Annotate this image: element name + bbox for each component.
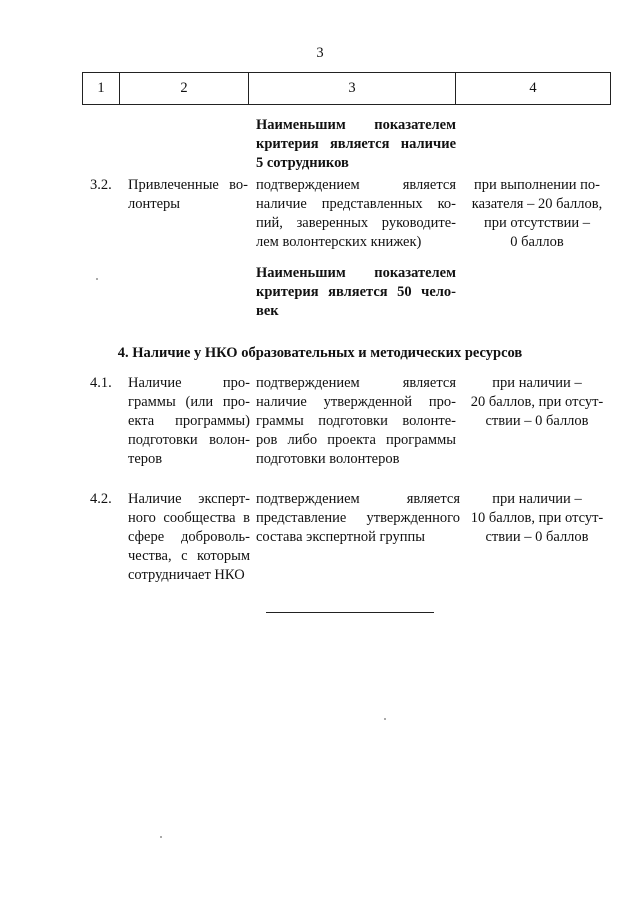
score-line: при наличии – [492,491,582,507]
name-line: чества, с которым [128,548,250,564]
score-line: 20 баллов, при отсут- [470,394,604,410]
row-3-2-min-note [256,264,456,321]
table-header-row [82,72,611,105]
min-note-line: 5 сотрудников [256,155,349,171]
confirm-line: пий, заверенных руководите- [256,215,456,231]
score-line: при наличии – [492,375,582,391]
row-3-2-score [462,176,612,252]
name-line: екта программы) [128,413,250,429]
confirm-line: граммы подготовки волонте- [256,413,456,429]
confirm-line: состава экспертной группы [256,529,425,545]
confirm-line: подтверждением является [256,491,460,507]
name-line: Наличие про- [128,375,250,391]
name-line: Привлеченные во- [128,177,248,193]
name-line: сотрудничает НКО [128,567,245,583]
scan-speck [96,278,98,280]
header-col-2: 2 [120,73,249,105]
row-3-2-name [128,176,248,214]
score-line: при выполнении по- [474,177,600,193]
confirm-line: подтверждением является [256,375,456,391]
row-3-1-min-note [256,116,456,173]
score-line: 0 баллов [510,234,564,250]
scan-speck [160,836,162,838]
name-line: сфере доброволь- [128,529,250,545]
closing-divider [266,612,434,613]
row-4-2-name [128,490,250,585]
name-line: ного сообщества в [128,510,250,526]
confirm-line: представление утвержденного [256,510,460,526]
min-note-line: критерия является наличие [256,136,456,152]
confirm-line: подтверждением является [256,177,456,193]
row-4-1-confirmation [256,374,456,469]
header-col-3: 3 [249,73,456,105]
confirm-line: лем волонтерских книжек) [256,234,422,250]
section-4-title: 4. Наличие у НКО образовательных и методических ресурсов [117,345,523,361]
confirm-line: наличие представленных ко- [256,196,456,212]
row-4-1-score [462,374,612,431]
score-line: ствии – 0 баллов [485,529,589,545]
min-note-line: критерия является 50 чело- [256,284,456,300]
confirm-line: наличие утвержденной про- [256,394,456,410]
score-line: казателя – 20 баллов, [471,196,603,212]
name-line: подготовки волон- [128,432,250,448]
name-line: Наличие эксперт- [128,491,250,507]
min-note-line: Наименьшим показателем [256,265,456,281]
score-line: 10 баллов, при отсут- [470,510,604,526]
confirm-line: подготовки волонтеров [256,451,400,467]
min-note-line: век [256,303,279,319]
row-4-2-confirmation [256,490,460,547]
name-line: граммы (или про- [128,394,250,410]
header-col-4: 4 [456,73,611,105]
scan-speck [384,718,386,720]
score-line: ствии – 0 баллов [485,413,589,429]
row-3-2-number: 3.2. [90,177,112,193]
row-4-2-number: 4.2. [90,491,112,507]
row-4-2-score [462,490,612,547]
confirm-line: ров либо проекта программы [256,432,456,448]
page-number: 3 [316,45,324,61]
row-4-1-name [128,374,250,469]
row-3-2-confirmation [256,176,456,252]
row-4-1-number: 4.1. [90,375,112,391]
score-line: при отсутствии – [484,215,590,231]
header-col-1: 1 [83,73,120,105]
min-note-line: Наименьшим показателем [256,117,456,133]
name-line: теров [128,451,163,467]
name-line: лонтеры [128,196,181,212]
